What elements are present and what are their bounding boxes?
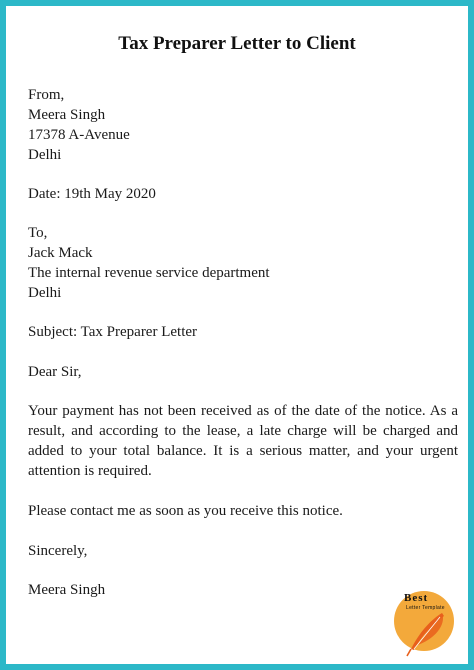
recipient-name: Jack Mack xyxy=(28,245,93,261)
body-paragraph-contact: Please contact me as soon as you receive this notice. xyxy=(28,503,343,519)
logo-subtitle: Letter Template xyxy=(406,605,445,611)
logo-word: Best xyxy=(404,592,429,604)
sender-name: Meera Singh xyxy=(28,107,106,123)
best-letter-template-logo xyxy=(394,591,464,663)
letter-title: Tax Preparer Letter to Client xyxy=(118,33,356,54)
recipient-city: Delhi xyxy=(28,285,62,301)
letter-signature: Meera Singh xyxy=(28,582,106,598)
from-label: From, xyxy=(28,87,65,103)
recipient-department: The internal revenue service department xyxy=(28,265,270,281)
to-label: To, xyxy=(28,225,48,241)
sender-address xyxy=(28,85,458,165)
body-paragraph-main: Your payment has not been received as of the date of the notice. As a result, and according to the lease, a late charge will be charged and added to your total balance. It is a serious matter, and your urgent attention is required. xyxy=(28,403,458,479)
letter-closing: Sincerely, xyxy=(28,543,88,559)
letter-salutation: Dear Sir, xyxy=(28,364,82,380)
recipient-address xyxy=(28,223,458,303)
sender-city: Delhi xyxy=(28,147,62,163)
letter-subject: Subject: Tax Preparer Letter xyxy=(28,324,198,340)
quill-feather-icon xyxy=(402,609,452,659)
sender-street: 17378 A-Avenue xyxy=(28,127,130,143)
letter-date: Date: 19th May 2020 xyxy=(28,186,156,202)
